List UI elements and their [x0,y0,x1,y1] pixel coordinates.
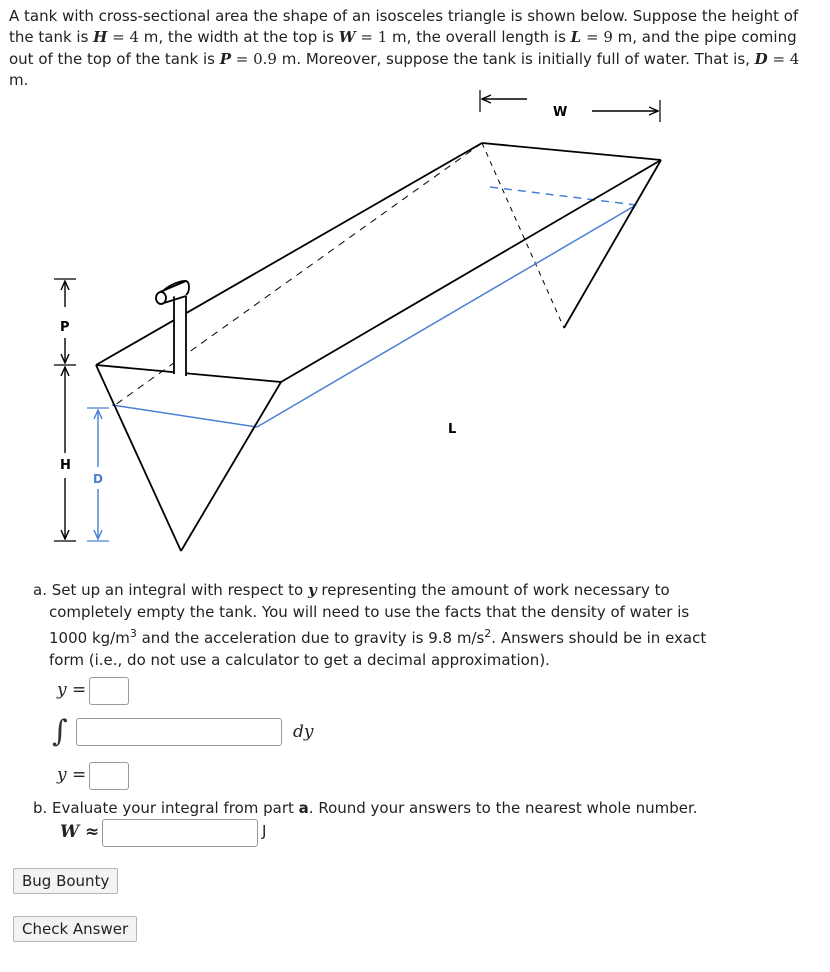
var-D: D [754,49,768,68]
work-label: W ≈ [60,822,100,842]
label-D: D [93,472,103,486]
integral-sign: ∫ [52,714,68,749]
integrand-input[interactable] [76,718,282,746]
var-W: W [338,28,356,47]
part-a-text: a. Set up an integral with respect to y representing the amount of work necessary to completely empty the tank. You will need to use the facts that the density of water is 1000 $kg/m^3$ and the acceleration due to gravity is 9.8 $m/s^2$. Answers should be in exact form (i.e., do not use a calculator to get a decimal approximation). [33,581,707,669]
label-W: W [553,105,568,120]
problem-statement: A tank with cross-sectional area the shape of an isosceles triangle is shown below. Suppose the height of the tank is H = 4 m, the width at the top is W = 1 m, the overall length is L = 9 m, and the pipe coming out of the top of the tank is P = 0.9 m. Moreover, suppose the tank is initially full of water. That is, D = 4 m. [9,7,800,89]
check-answer-button[interactable]: Check Answer [13,916,137,942]
upper-limit-label: y = [57,680,87,700]
lower-limit-input[interactable] [89,762,129,790]
part-b-text: b. Evaluate your integral from part a. Round your answers to the nearest whole number. [33,799,698,817]
upper-limit-input[interactable] [89,677,129,705]
water-surface [112,205,636,427]
var-H: H [93,28,108,47]
bug-bounty-button[interactable]: Bug Bounty [13,868,118,894]
label-L: L [448,422,457,437]
unit-joules: J [262,822,267,840]
tank-diagram [0,85,830,555]
work-input[interactable] [102,819,258,847]
label-H: H [60,458,71,473]
width-dimension [480,90,660,122]
dy-label: dy [293,722,314,742]
lower-limit-label: y = [57,765,87,785]
var-L: L [570,28,582,47]
hidden-edges [115,143,636,405]
label-P: P [60,320,70,335]
var-P: P [219,49,231,68]
height-dimension [54,367,76,541]
